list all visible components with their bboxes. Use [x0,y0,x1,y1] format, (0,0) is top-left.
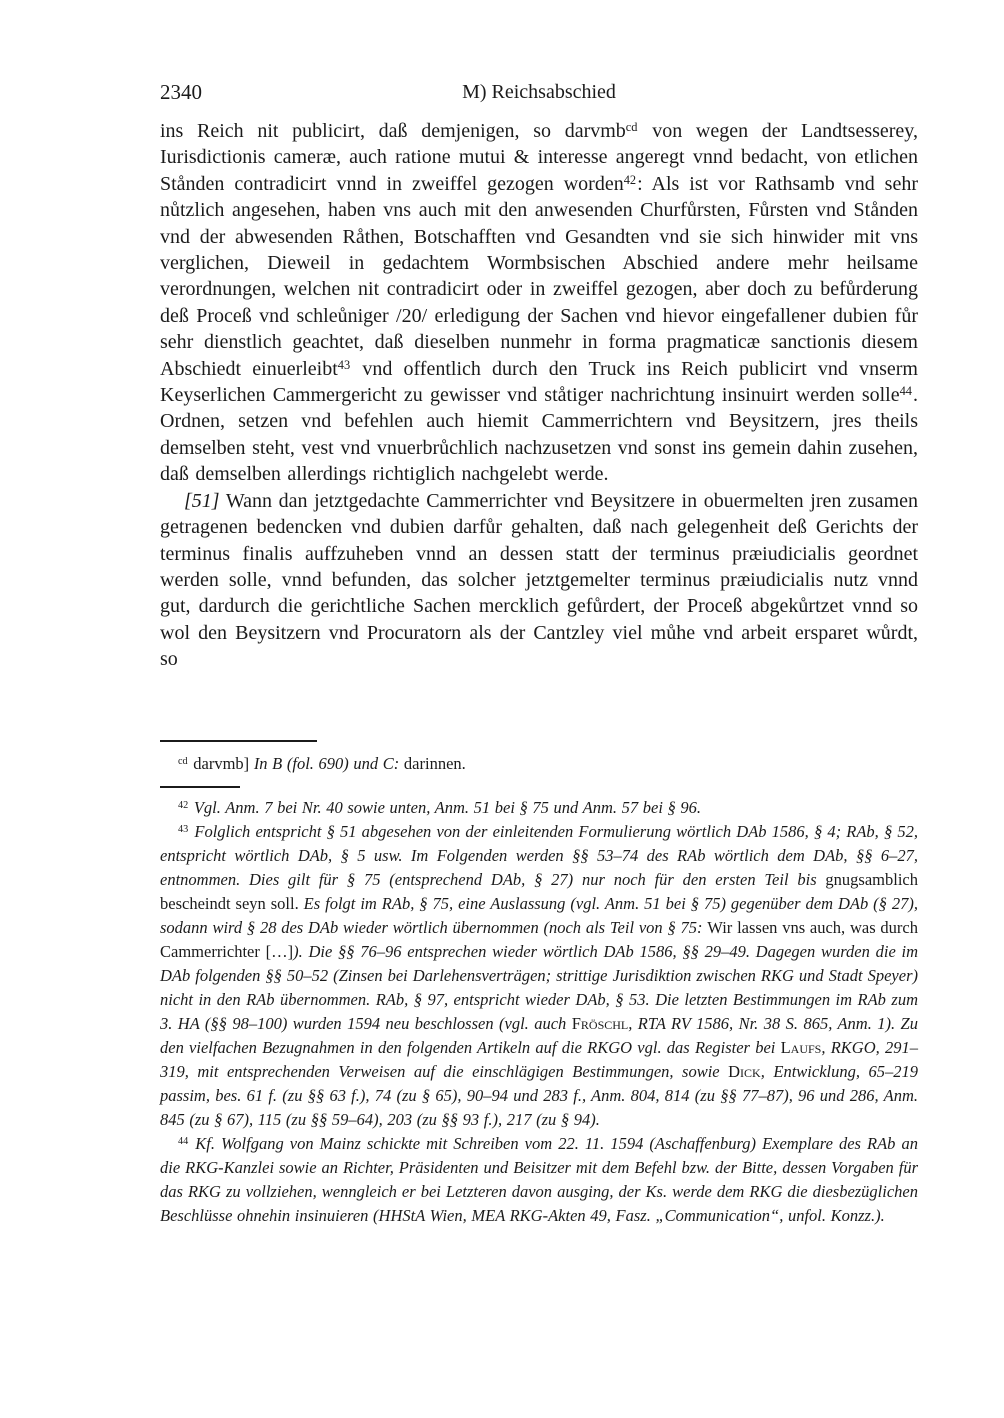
footnote-separator-rule [160,786,240,788]
main-text-block [160,118,918,673]
footnotes-section [160,786,918,1228]
running-header: M) Reichsabschied [462,81,616,103]
critical-apparatus [160,740,918,776]
footnote-42: $^{42}$ Vgl. Anm. 7 bei Nr. 40 sowie unten, Anm. 51 bei § 75 und Anm. 57 bei § 96. [178,798,702,817]
page-number: 2340 [160,80,202,104]
footnote-43: $^{43}$ Folglich entspricht § 51 abgesehen von der einleitenden Formulierung wörtlich DAb 1586, § 4; RAb, § 52, entspricht wörtlich DAb, § 5 usw. Im Folgenden werden §§ 53–74 des RAb wörtlich dem DAb, §§ 6–27, entnommen. Dies gilt für § 75 (entsprechend DAb, § 27) nur noch für den ersten Teil bis gnugsamblich bescheindt seyn soll. Es folgt im RAb, § 75, eine Auslassung (vgl. Anm. 51 bei § 75) gegenüber dem DAb (§ 27), sodann wird § 28 des DAb wieder wörtlich übernommen (noch als Teil von § 75: Wir lassen vns auch, was durch Cammerrichter […]). Die §§ 76–96 entsprechen wieder wörtlich DAb 1586, §§ 29–49. Dagegen wurden die im DAb folgenden §§ 50–52 (Zinsen bei Darlehensverträgen; strittige Jurisdiktion zwischen RKG und Stadt Speyer) nicht in den RAb übernommen. RAb, § 97, entspricht wieder DAb, § 53. Die letzten Bestimmungen im RAb zum 3. HA (§§ 98–100) wurden 1594 neu beschlossen (vgl. auch Fröschl, RTA RV 1586, Nr. 38 S. 865, Anm. 1). Zu den vielfachen Bezugnahmen in den folgenden Artikeln auf die RKGO vgl. das Register bei Laufs, RKGO, 291–319, mit entsprechenden Verweisen auf die einschlägigen Bestimmungen, sowie Dick, Entwicklung, 65–219 passim, bes. 61 f. (zu §§ 63 f.), 74 (zu § 65), 90–94 und 283 f., Anm. 804, 814 (zu §§ 77–87), 96 und 286, Anm. 845 (zu § 67), 115 (zu §§ 59–64), 203 (zu §§ 93 f.), 217 (zu § 94). [160,822,918,1129]
page-header [160,80,918,104]
footnote-44: $^{44}$ Kf. Wolfgang von Mainz schickte mit Schreiben vom 22. 11. 1594 (Aschaffenburg) Exemplare des RAb an die RKG-Kanzlei sowie an Richter, Präsidenten und Beisitzer mit dem Befehl bzw. der Bitte, dessen Vorgaben für das RKG zu vollziehen, wenngleich er bei Letzteren davon ausging, der Ks. werde dem RKG die diesbezüglichen Beschlüsse ohnehin insinuieren (HHStA Wien, MEA RKG-Akten 49, Fasz. „Communication“, unfol. Konzz.). [160,1134,918,1225]
apparatus-note-cd: $^{cd}$ darvmb] In B (fol. 690) und C: darinnen. [178,754,466,773]
body-paragraph-continuation: ins Reich nit publicirt, daß demjenigen, so darvmb$^{cd}$ von wegen der Landtsesserey, Iurisdictionis cameræ, auch ratione mutui & interesse angeregt vnnd bedacht, von etlichen Stånden contradicirt vnnd in zweiffel gezogen worden$^{42}$: Als ist vor Rathsamb vnd sehr nůtzlich angesehen, haben vns auch mit den anwesenden Churfůrsten, Fůrsten vnd Stånden vnd der abwesenden Råthen, Botschafften vnd Gesandten vnd sie sich hinwider mit vns verglichen, Dieweil in gedachtem Wormbsischen Abschied andere mehr heilsame verordnungen, welchen nit contradicirt oder in zweiffel gezogen, aber doch zu befůrderung deß Proceß vnd schleůniger /20/ erledigung der Sachen vnd hievor eingefallener dubien fůr sehr dienstlich geachtet, daß dieselben nunmehr in forma pragmaticæ sanctionis diesem Abschiedt einuerleibt$^{43}$ vnd offentlich durch den Truck ins Reich publicirt vnd vnserm Keyserlichen Cammergericht zu gewisser vnd ståtiger nachrichtung insinuirt werden solle$^{44}$. Ordnen, setzen vnd befehlen auch hiemit Cammerrichtern vnd Beysitzern, jres theils demselben steht, vest vnd vnuerbrůchlich nachzusetzen vnd sonst ins gemein dahin zusehen, daß demselben allerdings richtiglich nachgelebt werde. [160,120,919,486]
body-paragraph-51: [51] Wann dan jetztgedachte Cammerrichter vnd Beysitzere in obuermelten jren zusamen getragenen bedencken vnd dubien darfůr gehalten, daß nach gelegenheit deß Gerichts der terminus finalis auffzuheben vnnd an dessen statt der terminus præiudicialis geordnet werden solle, vnnd befunden, das solcher jetztgemelter terminus præiudicialis nutz vnnd gut, dardurch die gerichtliche Sachen mercklich gefůrdert, der Proceß abgekůrtzet vnnd so wol den Beysitzern vnd Procuratorn als der Cantzley viel můhe vnd arbeit ersparet wůrdt, so [160,489,918,671]
apparatus-separator-rule [160,740,317,742]
